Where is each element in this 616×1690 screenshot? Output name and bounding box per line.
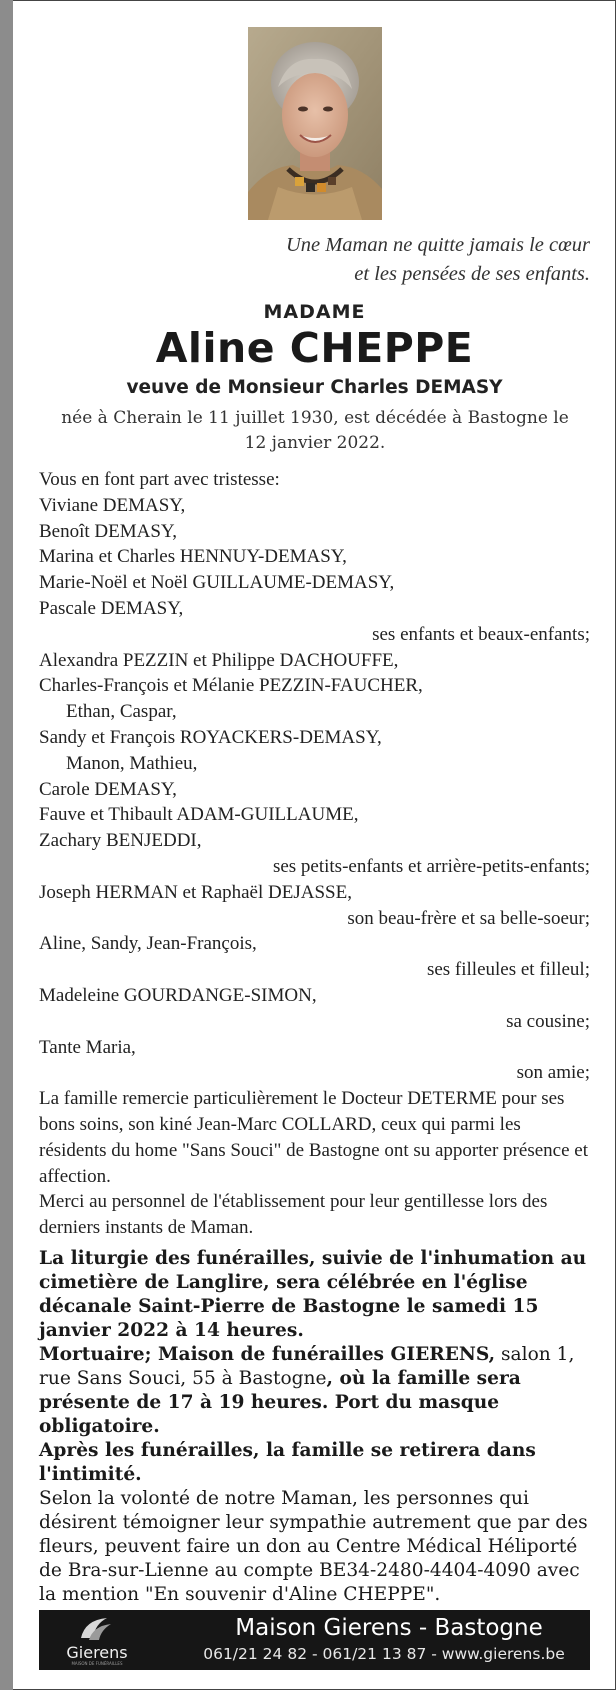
logo-text: Gierens — [66, 1643, 128, 1662]
relation-label: ses filleules et filleul; — [426, 959, 590, 981]
birth-death-statement — [40, 406, 590, 456]
logo-subtext: MAISON DE FUNÉRAILLES — [71, 1661, 123, 1666]
thanks-paragraph: Merci au personnel de l'établissement pour leur gentillesse lors des derniers instants de Maman. — [39, 1191, 548, 1239]
family-member: Joseph HERMAN et Raphaël DEJASSE, — [39, 881, 352, 903]
family-member: Madeleine GOURDANGE-SIMON, — [39, 984, 317, 1006]
thanks-paragraph: La famille remercie particulièrement le Docteur DETERME pour ses bons soins, son kiné Jean-Marc COLLARD, ceux qui parmi les résidents du home "Sans Souci" de Bastogne ont su apporter présence et affection. — [39, 1088, 588, 1187]
family-member: Marina et Charles HENNUY-DEMASY, — [39, 546, 347, 568]
intro-line: Vous en font part avec tristesse: — [39, 469, 280, 490]
donation-request: Selon la volonté de notre Maman, les personnes qui désirent témoigner leur sympathie autrement que par des fleurs, peuvent faire un don au Centre Médical Héliporté de Bra-sur-Lienne au compte BE34-2480-4404-4090 avec la mention "En souvenir d'Aline CHEPPE". — [39, 1488, 588, 1605]
top-border — [13, 0, 616, 1]
mortuary-label: Mortuaire; Maison de funérailles GIERENS, — [39, 1344, 496, 1365]
funeral-home-banner — [39, 1610, 590, 1670]
funeral-home-name: Maison Gierens - Bastogne — [235, 1615, 543, 1641]
relation-label: ses petits-enfants et arrière-petits-enfants; — [272, 855, 590, 877]
gierens-logo — [57, 1616, 137, 1666]
relation-label: son beau-frère et sa belle-soeur; — [347, 907, 590, 929]
family-member: Sandy et François ROYACKERS-DEMASY, — [39, 726, 382, 748]
portrait-photo — [248, 27, 382, 220]
family-member: Ethan, Caspar, — [66, 701, 177, 723]
birth-line: née à Cherain le 11 juillet 1930, est décédée à Bastogne le — [61, 408, 569, 428]
left-margin-bar — [0, 0, 13, 1690]
family-member: Alexandra PEZZIN et Philippe DACHOUFFE, — [39, 649, 399, 671]
family-announcement — [39, 467, 590, 1241]
honorific-title: MADAME — [263, 301, 366, 323]
family-member: Marie-Noël et Noël GUILLAUME-DEMASY, — [39, 572, 395, 594]
relation-label: son amie; — [516, 1062, 590, 1084]
family-member: Manon, Mathieu, — [66, 752, 198, 774]
widow-line: veuve de Monsieur Charles DEMASY — [126, 377, 503, 398]
family-member: Tante Maria, — [39, 1036, 136, 1058]
family-member: Viviane DEMASY, — [39, 494, 186, 516]
liturgy-info: La liturgie des funérailles, suivie de l'inhumation au cimetière de Langlire, sera célébrée en l'église décanale Saint-Pierre de Bastogne le samedi 15 janvier 2022 à 14 heures. — [39, 1248, 587, 1341]
contact-info: 061/21 24 82 - 061/21 13 87 - www.gierens.be — [203, 1645, 565, 1663]
family-member: Carole DEMASY, — [39, 778, 177, 800]
family-member: Charles-François et Mélanie PEZZIN-FAUCHER, — [39, 675, 423, 697]
family-member: Zachary BENJEDDI, — [39, 830, 202, 852]
funeral-details — [39, 1247, 592, 1607]
relation-label: ses enfants et beaux-enfants; — [372, 623, 590, 645]
birth-line: 12 janvier 2022. — [244, 433, 386, 453]
family-member: Aline, Sandy, Jean-François, — [39, 933, 257, 955]
visiting-hours: , où la famille sera présente de 17 à 19 heures. Port du masque obligatoire. — [39, 1368, 521, 1437]
family-member: Benoît DEMASY, — [39, 520, 177, 542]
quote-line: Une Maman ne quitte jamais le cœur — [285, 234, 590, 256]
after-funeral-note: Après les funérailles, la famille se retirera dans l'intimité. — [39, 1440, 536, 1485]
epitaph-quote — [40, 231, 590, 289]
logo-mark-icon — [77, 1616, 113, 1642]
relation-label: sa cousine; — [506, 1010, 590, 1032]
family-member: Fauve et Thibault ADAM-GUILLAUME, — [39, 804, 359, 826]
mortuary-address: salon 1, rue Sans Souci, 55 à Bastogne — [39, 1344, 575, 1389]
family-member: Pascale DEMASY, — [39, 597, 184, 619]
deceased-name: Aline CHEPPE — [155, 324, 474, 372]
quote-line: et les pensées de ses enfants. — [354, 263, 590, 285]
